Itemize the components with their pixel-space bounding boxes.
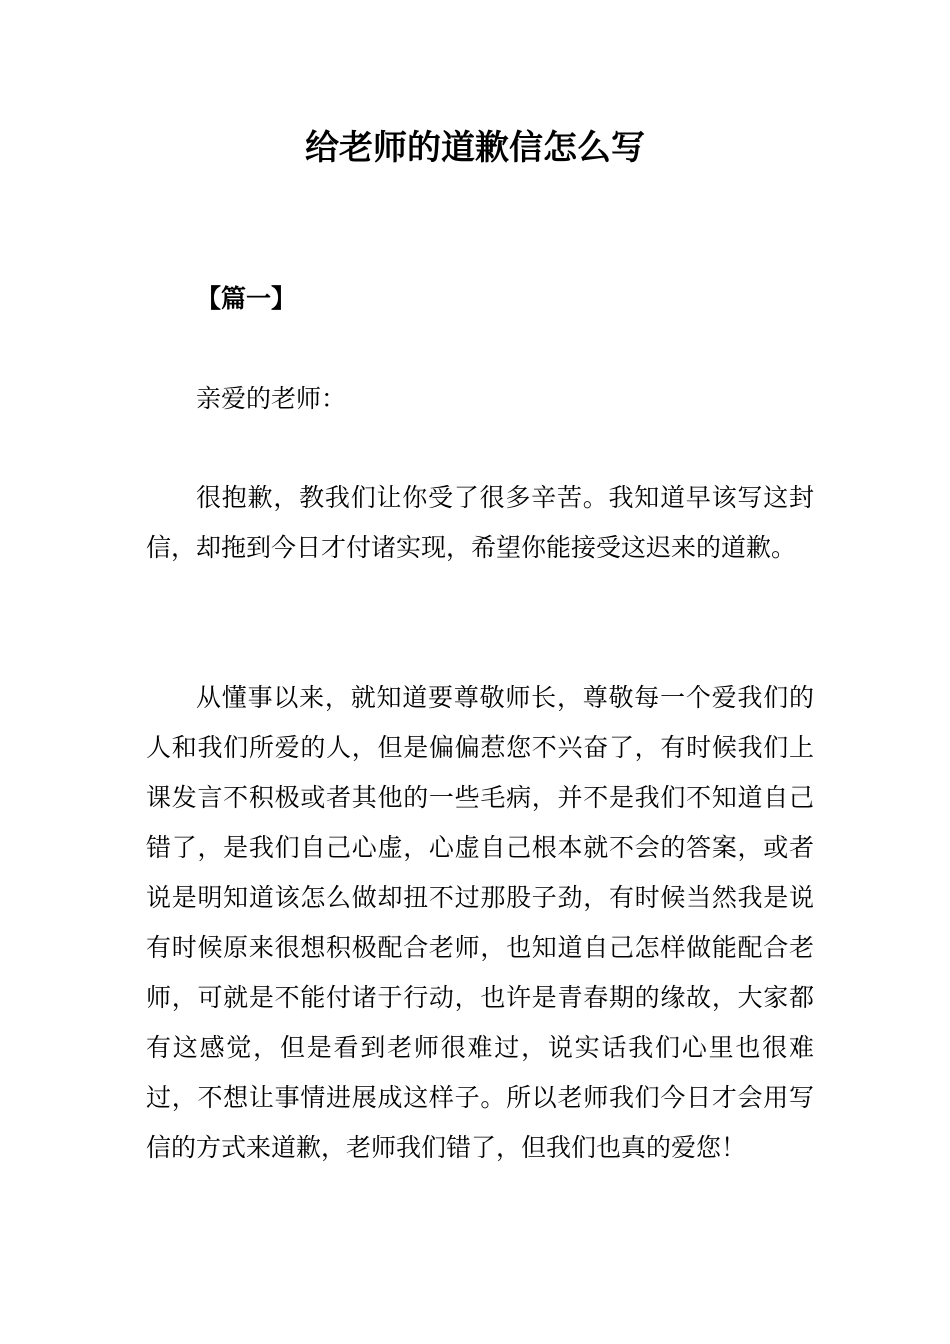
paragraph-1: 很抱歉，教我们让你受了很多辛苦。我知道早该写这封信，却拖到今日才付诸实现，希望你能接受这迟来的道歉。 (146, 483, 814, 562)
section-label: 【篇一】 (196, 284, 297, 313)
paragraph-2: 从懂事以来，就知道要尊敬师长，尊敬每一个爱我们的人和我们所爱的人，但是偏偏惹您不兴奋了，有时候我们上课发言不积极或者其他的一些毛病，并不是我们不知道自己错了，是我们自己心虚，心虚自己根本就不会的答案，或者说是明知道该怎么做却扭不过那股子劲，有时候当然我是说有时候原来很想积极配合老师，也知道自己怎样做能配合老师，可就是不能付诸于行动，也许是青春期的缘故，大家都有这感觉，但是看到老师很难过，说实话我们心里也很难过，不想让事情进展成这样子。所以老师我们今日才会用写信的方式来道歉，老师我们错了，但我们也真的爱您！ (146, 683, 814, 1162)
document-title: 给老师的道歉信怎么写 (305, 128, 645, 168)
salutation: 亲爱的老师： (196, 384, 347, 413)
